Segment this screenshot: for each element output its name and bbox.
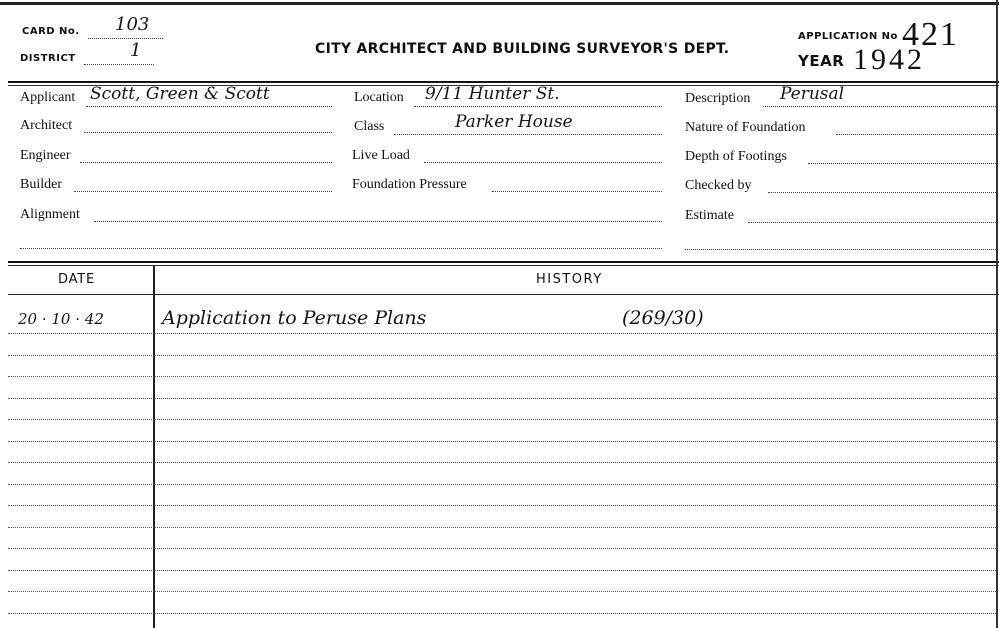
history-ruled-line — [8, 333, 996, 334]
history-ruled-line — [8, 613, 996, 614]
top-edge-rule — [0, 2, 999, 5]
foundation-pressure-label: Foundation Pressure — [352, 177, 467, 192]
applicant-label: Applicant — [20, 90, 76, 105]
class-label: Class — [354, 119, 385, 134]
date-column-divider — [153, 266, 155, 628]
alignment-line — [94, 221, 662, 222]
history-ruled-line — [8, 355, 996, 356]
year-label: YEAR — [798, 52, 845, 70]
builder-label: Builder — [20, 177, 62, 192]
department-title: CITY ARCHITECT AND BUILDING SURVEYOR'S DEPT. — [315, 41, 730, 57]
header-divider-top — [8, 81, 999, 83]
year-value: 1942 — [853, 43, 925, 76]
application-no-value: 421 — [902, 16, 959, 53]
application-no-label: APPLICATION No — [798, 31, 898, 42]
estimate-line-2 — [685, 249, 996, 250]
depth-of-footings-line — [808, 163, 996, 164]
estimate-label: Estimate — [685, 208, 734, 223]
history-row-date: 20 · 10 · 42 — [18, 310, 104, 328]
description-value: Perusal — [780, 84, 845, 104]
card-right-edge — [996, 0, 998, 628]
history-ruled-line — [8, 441, 996, 442]
architect-line — [84, 132, 332, 133]
live-load-line — [424, 162, 662, 163]
history-ruled-line — [8, 505, 996, 506]
history-ruled-line — [8, 419, 996, 420]
applicant-line — [86, 106, 332, 107]
alignment-line-2 — [20, 248, 662, 249]
location-line — [414, 106, 662, 107]
history-ruled-line — [8, 484, 996, 485]
nature-of-foundation-label: Nature of Foundation — [685, 120, 806, 135]
history-ruled-line — [8, 462, 996, 463]
history-ruled-line — [8, 570, 996, 571]
district-value: 1 — [130, 40, 142, 61]
history-ruled-line — [8, 591, 996, 592]
history-column-header: HISTORY — [536, 272, 603, 287]
estimate-line — [748, 222, 996, 223]
history-ruled-line — [8, 398, 996, 399]
depth-of-footings-label: Depth of Footings — [685, 149, 787, 164]
card-no-value: 103 — [115, 14, 150, 35]
checked-by-line — [768, 192, 996, 193]
date-column-header: DATE — [58, 272, 96, 287]
class-line — [394, 134, 662, 135]
engineer-line — [80, 162, 332, 163]
live-load-label: Live Load — [352, 148, 410, 163]
card-no-line — [88, 38, 163, 39]
description-line — [763, 106, 996, 107]
engineer-label: Engineer — [20, 148, 71, 163]
alignment-label: Alignment — [20, 207, 80, 222]
history-row-entry: Application to Peruse Plans — [162, 307, 427, 329]
card-no-label: CARD No. — [22, 26, 80, 37]
history-ruled-line — [8, 548, 996, 549]
district-label: DISTRICT — [20, 53, 76, 64]
checked-by-label: Checked by — [685, 178, 752, 193]
history-row-ref: (269/30) — [622, 307, 704, 329]
builder-line — [74, 191, 332, 192]
class-value: Parker House — [455, 112, 573, 132]
architect-label: Architect — [20, 118, 73, 133]
location-value: 9/11 Hunter St. — [425, 84, 560, 104]
applicant-value: Scott, Green & Scott — [90, 84, 270, 104]
nature-of-foundation-line — [836, 134, 996, 135]
history-top-rule-2 — [8, 265, 999, 266]
description-label: Description — [685, 91, 751, 106]
foundation-pressure-line — [492, 191, 662, 192]
history-ruled-line — [8, 527, 996, 528]
history-ruled-line — [8, 376, 996, 377]
history-top-rule-1 — [8, 261, 999, 263]
district-line — [84, 64, 154, 65]
history-header-rule — [8, 294, 999, 295]
location-label: Location — [354, 90, 404, 105]
